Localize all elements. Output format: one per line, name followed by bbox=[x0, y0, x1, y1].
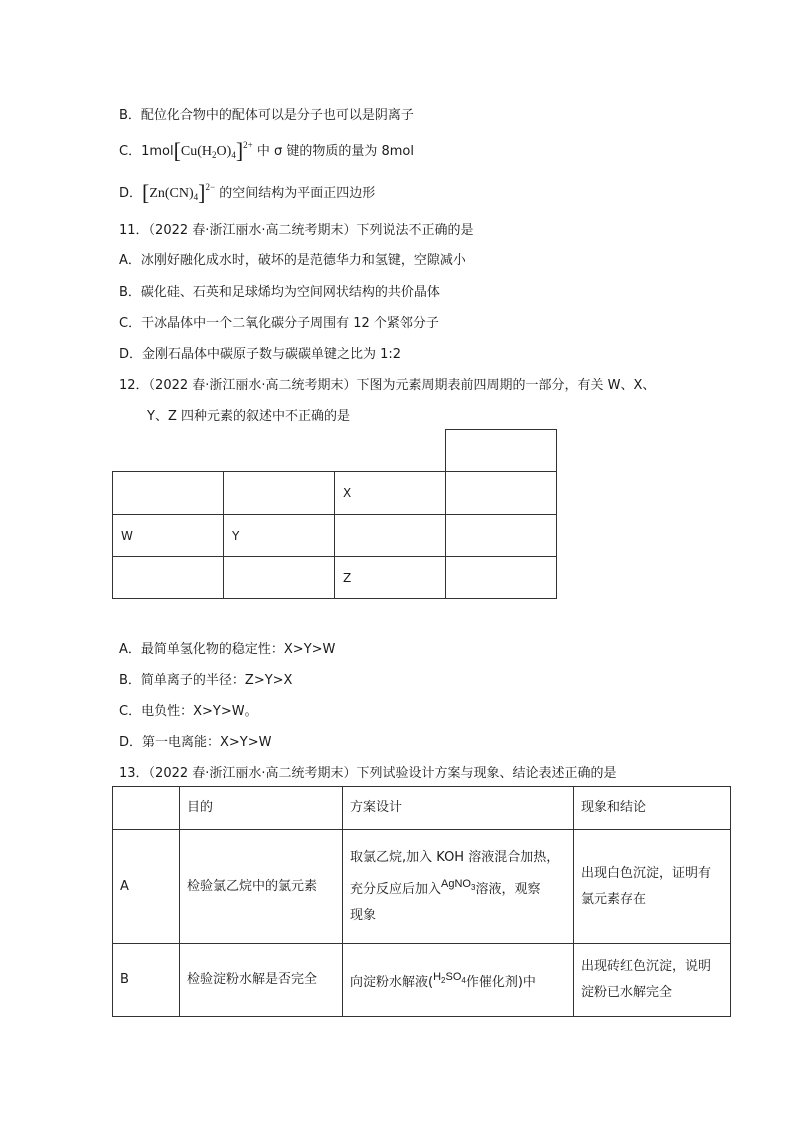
q11-option-c: C．干冰晶体中一个二氧化碳分子周围有 12 个紧邻分子 bbox=[119, 316, 439, 331]
periodic-table-grid bbox=[112, 471, 557, 599]
row-b-plan: 向淀粉水解液($^{H_2SO_4}$作催化剂)中 bbox=[343, 944, 574, 1017]
table-row bbox=[113, 830, 731, 944]
bracket-left: [ bbox=[173, 138, 181, 163]
option-c-suffix: 中 σ 键的物质的量为 8mol bbox=[256, 144, 414, 159]
row-a-plan: 取氯乙烷,加入 KOH 溶液混合加热， 充分反应后加入$^{AgNO_3}$溶液，观察 现象 bbox=[343, 830, 574, 944]
q13-stem: 13．（2022 春·浙江丽水·高二统考期末）下列试验设计方案与现象、结论表述正确的是 bbox=[119, 766, 617, 781]
q12-option-a: A．最简单氢化物的稳定性：X>Y>W bbox=[119, 642, 336, 657]
agno3-formula: AgNO3 bbox=[441, 877, 476, 892]
q12-option-d: D．第一电离能：X>Y>W bbox=[119, 735, 272, 750]
row-b-result: 出现砖红色沉淀，说明 淀粉已水解完全 bbox=[574, 944, 731, 1017]
cell-x: X bbox=[335, 472, 446, 515]
option-d-suffix: 的空间结构为平面正四边形 bbox=[219, 186, 376, 201]
cell-y: Y bbox=[224, 515, 335, 557]
q11-stem: 11．（2022 春·浙江丽水·高二统考期末）下列说法不正确的是 bbox=[119, 223, 474, 238]
option-c-prev bbox=[119, 138, 414, 163]
option-b-prev: B．配位化合物中的配体可以是分子也可以是阴离子 bbox=[119, 108, 414, 123]
cell-z: Z bbox=[335, 557, 446, 599]
row-a-label: A bbox=[113, 830, 180, 944]
table-row bbox=[113, 944, 731, 1017]
q11-option-d: D．金刚石晶体中碳原子数与碳碳单键之比为 1:2 bbox=[119, 347, 402, 362]
option-d-prefix: D． bbox=[119, 186, 143, 201]
q12-option-c: C．电负性：X>Y>W。 bbox=[119, 704, 258, 719]
table-header-row bbox=[113, 787, 731, 830]
option-c-prefix: C．1mol bbox=[119, 144, 174, 159]
header-blank bbox=[113, 787, 180, 830]
q11-option-b: B．碳化硅、石英和足球烯均为空间网状结构的共价晶体 bbox=[119, 285, 440, 300]
row-a-result: 出现白色沉淀，证明有 氯元素存在 bbox=[574, 830, 731, 944]
header-result: 现象和结论 bbox=[574, 787, 731, 830]
row-a-purpose: 检验氯乙烷中的氯元素 bbox=[180, 830, 343, 944]
row-b-purpose: 检验淀粉水解是否完全 bbox=[180, 944, 343, 1017]
cu-complex-formula: $[Cu(H_2O)_4]^{2+}$ bbox=[173, 138, 253, 163]
experiment-table bbox=[112, 786, 731, 1017]
q12-stem-line1: 12．（2022 春·浙江丽水·高二统考期末）下图为元素周期表前四周期的一部分，有关 W、X、 bbox=[119, 378, 656, 393]
q12-stem-line2: Y、Z 四种元素的叙述中不正确的是 bbox=[147, 409, 350, 424]
q12-option-b: B．简单离子的半径：Z>Y>X bbox=[119, 673, 293, 688]
bracket-right: ] bbox=[235, 138, 244, 163]
header-purpose: 目的 bbox=[180, 787, 343, 830]
option-d-prev bbox=[119, 180, 376, 205]
q11-option-a: A．冰刚好融化成水时，破坏的是范德华力和氢键，空隙减小 bbox=[119, 253, 466, 268]
header-plan: 方案设计 bbox=[343, 787, 574, 830]
periodic-top-cell bbox=[445, 429, 557, 472]
h2so4-formula: H2SO4 bbox=[433, 971, 466, 985]
zn-complex-formula: $[Zn(CN)_4]^{2-}$ bbox=[142, 180, 216, 205]
row-b-label: B bbox=[113, 944, 180, 1017]
cell-w: W bbox=[113, 515, 224, 557]
